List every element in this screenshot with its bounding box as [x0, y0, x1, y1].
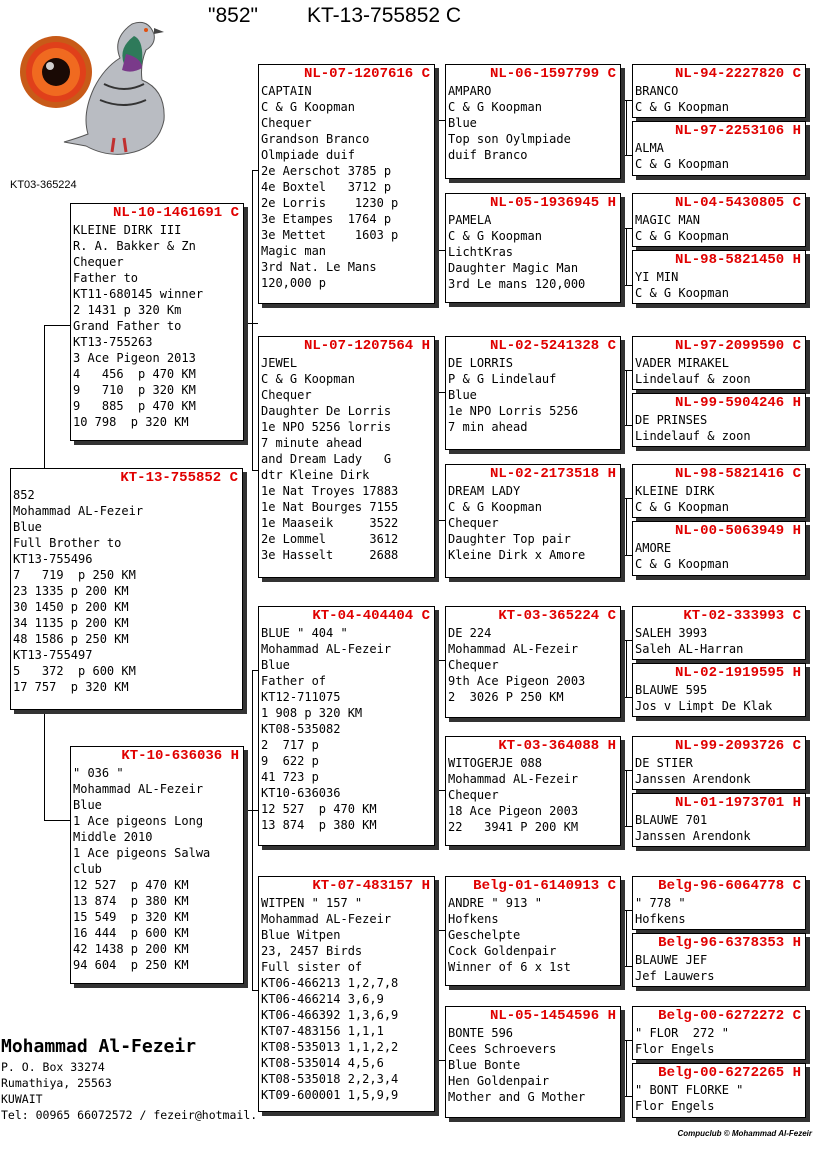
pigeon-logo [14, 14, 174, 164]
pigeon-info-line: DE 224 [448, 626, 492, 640]
pigeon-info-line: AMPARO [448, 84, 492, 98]
pigeon-card-dds[interactable] [445, 876, 621, 986]
pigeon-info-line: 12 527 p 470 KM [73, 878, 189, 892]
pigeon-info-line: 2e Lorris 1230 p [261, 196, 399, 210]
pigeon-info-line: " 036 " [73, 766, 124, 780]
pigeon-info-line: Cees Schroevers [448, 1042, 557, 1056]
pigeon-info-line: 2 3026 P 250 KM [448, 690, 564, 704]
pigeon-info-line: KLEINE DIRK III [73, 223, 182, 237]
pigeon-info-line: CAPTAIN [261, 84, 312, 98]
pigeon-info-line: DE PRINSES [635, 413, 708, 427]
pigeon-info-line: Magic man [261, 244, 327, 258]
pigeon-info-line: Father to [73, 271, 139, 285]
ring-number: KT-10-636036 H [121, 748, 239, 764]
ring-number: NL-98-5821416 C [674, 466, 801, 482]
pigeon-info-line: 1 Ace pigeons Salwa [73, 846, 211, 860]
pigeon-info-line: Chequer [261, 388, 312, 402]
owner-address-line: KUWAIT [1, 1092, 43, 1106]
pigeon-info-line: C & G Koopman [448, 100, 542, 114]
pigeon-info-line: Mohammad AL-Fezeir [73, 782, 204, 796]
ring-number: NL-07-1207616 C [303, 66, 430, 82]
pigeon-card-g11[interactable] [632, 736, 806, 790]
pigeon-info-line: DE LORRIS [448, 356, 514, 370]
pigeon-info-line: Grand Father to [73, 319, 182, 333]
pigeon-card-ddd[interactable] [445, 1006, 621, 1118]
pigeon-info-line: ANDRE " 913 " [448, 896, 542, 910]
pigeon-info-line: Middle 2010 [73, 830, 153, 844]
connector [621, 425, 632, 426]
pigeon-info-line: 10 798 p 320 KM [73, 415, 189, 429]
connector [244, 810, 258, 811]
ring-number: NL-99-2093726 C [674, 738, 801, 754]
connector [626, 370, 627, 425]
pigeon-info-line: Daughter Top pair [448, 532, 571, 546]
connector [252, 170, 253, 470]
pigeon-info-line: Hen Goldenpair [448, 1074, 550, 1088]
pigeon-card-sdd[interactable] [445, 464, 621, 578]
ring-number: NL-06-1597799 C [489, 66, 616, 82]
pigeon-info-line: KT10-636036 [261, 786, 341, 800]
ring-number: Belg-00-6272265 H [658, 1065, 801, 1081]
pigeon-info-line: C & G Koopman [635, 157, 729, 171]
pigeon-info-line: Daughter De Lorris [261, 404, 392, 418]
ring-number: NL-97-2253106 H [674, 123, 801, 139]
pigeon-info-line: VADER MIRAKEL [635, 356, 729, 370]
pigeon-info-line: 1e Nat Bourges 7155 [261, 500, 399, 514]
pigeon-info-line: Hofkens [448, 912, 499, 926]
ring-number: KT-13-755852 C [120, 470, 238, 486]
pigeon-card-g3[interactable] [632, 193, 806, 247]
pigeon-card-g2[interactable] [632, 121, 806, 176]
pigeon-card-g8[interactable] [632, 521, 806, 576]
pigeon-info-line: 9 885 p 470 KM [73, 399, 196, 413]
pigeon-info-line: PAMELA [448, 213, 492, 227]
pigeon-card-dam[interactable] [70, 746, 244, 984]
pigeon-info-line: 18 Ace Pigeon 2003 [448, 804, 579, 818]
ring-number: Belg-96-6378353 H [658, 935, 801, 951]
pigeon-info-line: 7 719 p 250 KM [13, 568, 136, 582]
pigeon-info-line: 94 604 p 250 KM [73, 958, 189, 972]
pigeon-info-line: WITPEN " 157 " [261, 896, 363, 910]
ring-number: KT-03-364088 H [498, 738, 616, 754]
connector [44, 325, 45, 468]
pigeon-info-line: 22 3941 P 200 KM [448, 820, 579, 834]
pigeon-info-line: P & G Lindelauf [448, 372, 557, 386]
pigeon-info-line: 17 757 p 320 KM [13, 680, 129, 694]
pigeon-info-line: 13 874 p 380 KM [261, 818, 377, 832]
software-credit: Compuclub © Mohammad Al-Fezeir [677, 1129, 812, 1138]
pigeon-info-line: Saleh AL-Harran [635, 642, 744, 656]
pigeon-card-g7[interactable] [632, 464, 806, 518]
connector [438, 930, 439, 1060]
pigeon-info-line: KT13-755497 [13, 648, 93, 662]
pigeon-card-dam-sire[interactable] [258, 606, 435, 846]
pigeon-card-sss[interactable] [445, 64, 621, 179]
pigeon-info-line: KT08-535014 4,5,6 [261, 1056, 384, 1070]
pigeon-info-line: Flor Engels [635, 1042, 715, 1056]
owner-address-line: P. O. Box 33274 [1, 1060, 105, 1074]
pigeon-info-line: Chequer [261, 116, 312, 130]
ring-number: NL-98-5821450 H [674, 252, 801, 268]
pigeon-info-line: and Dream Lady G [261, 452, 392, 466]
pigeon-info-line: KT06-466213 1,2,7,8 [261, 976, 399, 990]
pigeon-info-line: KT09-600001 1,5,9,9 [261, 1088, 399, 1102]
ring-number: NL-10-1461691 C [112, 205, 239, 221]
pigeon-eye-icon [20, 36, 92, 108]
pigeon-info-line: SALEH 3993 [635, 626, 708, 640]
pigeon-name-title: "852" [208, 4, 258, 27]
pigeon-info-line: club [73, 862, 102, 876]
pigeon-info-line: Blue [261, 658, 290, 672]
pigeon-info-line: YI MIN [635, 270, 679, 284]
ring-number: KT-04-404404 C [312, 608, 430, 624]
pigeon-info-line: Blue Witpen [261, 928, 341, 942]
pigeon-info-line: AMORE [635, 541, 672, 555]
pigeon-info-line: KLEINE DIRK [635, 484, 715, 498]
pigeon-info-line: KT08-535018 2,2,3,4 [261, 1072, 399, 1086]
pigeon-info-line: ALMA [635, 141, 664, 155]
pigeon-info-line: 13 874 p 380 KM [73, 894, 189, 908]
ring-number: Belg-96-6064778 C [658, 878, 801, 894]
pigeon-info-line: Blue [13, 520, 42, 534]
pigeon-info-line: Daughter Magic Man [448, 261, 579, 275]
pigeon-info-line: 48 1586 p 250 KM [13, 632, 129, 646]
pigeon-info-line: C & G Koopman [635, 229, 729, 243]
pigeon-info-line: Mohammad AL-Fezeir [13, 504, 144, 518]
pigeon-info-line: C & G Koopman [448, 229, 542, 243]
pigeon-info-line: Kleine Dirk x Amore [448, 548, 586, 562]
pigeon-info-line: Lindelauf & zoon [635, 429, 751, 443]
connector [626, 100, 627, 155]
pigeon-card-dsd[interactable] [445, 736, 621, 846]
pigeon-info-line: 7 minute ahead [261, 436, 363, 450]
connector [438, 120, 439, 250]
pigeon-card-ssd[interactable] [445, 193, 621, 303]
pigeon-info-line: KT12-711075 [261, 690, 341, 704]
pigeon-info-line: KT08-535013 1,1,2,2 [261, 1040, 399, 1054]
pigeon-info-line: Top son Oylmpiade [448, 132, 571, 146]
pigeon-info-line: 1e NPO 5256 lorris [261, 420, 392, 434]
ring-number: NL-04-5430805 C [674, 195, 801, 211]
pigeon-card-sire-sire[interactable] [258, 64, 435, 304]
pigeon-card-subject[interactable] [10, 468, 243, 710]
pigeon-info-line: 12 527 p 470 KM [261, 802, 377, 816]
ring-number: NL-99-5904246 H [674, 395, 801, 411]
pigeon-card-sds[interactable] [445, 336, 621, 450]
ring-number: NL-02-1919595 H [674, 665, 801, 681]
pigeon-info-line: Grandson Branco [261, 132, 370, 146]
connector [252, 670, 253, 990]
pigeon-info-line: C & G Koopman [448, 500, 542, 514]
pigeon-info-line: 1e NPO Lorris 5256 [448, 404, 579, 418]
pigeon-info-line: 23 1335 p 200 KM [13, 584, 129, 598]
connector [626, 640, 627, 697]
pigeon-card-g4[interactable] [632, 250, 806, 304]
pigeon-info-line: 3rd Nat. Le Mans [261, 260, 377, 274]
ring-number: NL-94-2227820 C [674, 66, 801, 82]
pigeon-info-line: " BONT FLORKE " [635, 1083, 744, 1097]
pigeon-info-line: " 778 " [635, 896, 686, 910]
pigeon-info-line: KT06-466214 3,6,9 [261, 992, 384, 1006]
pigeon-info-line: 3rd Le mans 120,000 [448, 277, 586, 291]
pigeon-card-g12[interactable] [632, 793, 806, 847]
owner-ring-label: KT03-365224 [10, 179, 77, 191]
pigeon-card-g13[interactable] [632, 876, 806, 930]
connector [44, 325, 70, 326]
pigeon-info-line: JEWEL [261, 356, 298, 370]
pigeon-info-line: 9th Ace Pigeon 2003 [448, 674, 586, 688]
pigeon-info-line: C & G Koopman [635, 557, 729, 571]
pigeon-info-line: MAGIC MAN [635, 213, 701, 227]
pigeon-info-line: BONTE 596 [448, 1026, 514, 1040]
pigeon-info-line: 3e Hasselt 2688 [261, 548, 399, 562]
pigeon-info-line: KT06-466392 1,3,6,9 [261, 1008, 399, 1022]
pigeon-info-line: 2e Lommel 3612 [261, 532, 399, 546]
pigeon-info-line: BLUE " 404 " [261, 626, 348, 640]
pigeon-info-line: Winner of 6 x 1st [448, 960, 571, 974]
pigeon-info-line: 23, 2457 Birds [261, 944, 363, 958]
pigeon-info-line: BRANCO [635, 84, 679, 98]
pigeon-info-line: 7 min ahead [448, 420, 528, 434]
owner-address-line: Rumathiya, 25563 [1, 1076, 112, 1090]
pigeon-info-line: duif Branco [448, 148, 528, 162]
pigeon-info-line: C & G Koopman [635, 500, 729, 514]
connector [44, 820, 70, 821]
pigeon-info-line: C & G Koopman [261, 100, 355, 114]
pigeon-info-line: Blue [448, 388, 477, 402]
pigeon-info-line: 3e Mettet 1603 p [261, 228, 399, 242]
ring-number: Belg-01-6140913 C [473, 878, 616, 894]
pigeon-info-line: Mother and G Mother [448, 1090, 586, 1104]
pigeon-info-line: 41 723 p [261, 770, 319, 784]
pigeon-info-line: 3 Ace Pigeon 2013 [73, 351, 196, 365]
pigeon-info-line: Full sister of [261, 960, 363, 974]
pigeon-info-line: dtr Kleine Dirk [261, 468, 370, 482]
ring-number: Belg-00-6272272 C [658, 1008, 801, 1024]
pigeon-card-g16[interactable] [632, 1063, 806, 1118]
pigeon-info-line: Blue Bonte [448, 1058, 521, 1072]
pigeon-card-g6[interactable] [632, 393, 806, 447]
pigeon-info-line: LichtKras [448, 245, 514, 259]
connector [44, 710, 45, 820]
pigeon-info-line: 4 456 p 470 KM [73, 367, 196, 381]
ring-number: KT-02-333993 C [683, 608, 801, 624]
pigeon-info-line: 852 [13, 488, 35, 502]
owner-contact: Tel: 00965 66072572 / fezeir@hotmail. [1, 1108, 258, 1122]
pigeon-info-line: 15 549 p 320 KM [73, 910, 189, 924]
connector [438, 660, 439, 790]
pigeon-info-line: Mohammad AL-Fezeir [448, 642, 579, 656]
pigeon-info-line: Blue [73, 798, 102, 812]
connector [626, 910, 627, 966]
pigeon-info-line: 5 372 p 600 KM [13, 664, 136, 678]
pigeon-card-sire[interactable] [70, 203, 244, 441]
ring-number: NL-97-2099590 C [674, 338, 801, 354]
connector [626, 770, 627, 826]
pigeon-info-line: KT07-483156 1,1,1 [261, 1024, 384, 1038]
pigeon-info-line: WITOGERJE 088 [448, 756, 542, 770]
connector [621, 966, 632, 967]
pigeon-info-line: " FLOR 272 " [635, 1026, 729, 1040]
pigeon-info-line: 1e Maaseik 3522 [261, 516, 399, 530]
pigeon-card-g14[interactable] [632, 933, 806, 987]
pigeon-info-line: Jef Lauwers [635, 969, 715, 983]
pigeon-info-line: Full Brother to [13, 536, 122, 550]
pigeon-info-line: Mohammad AL-Fezeir [448, 772, 579, 786]
connector [621, 155, 632, 156]
pigeon-info-line: 2e Aerschot 3785 p [261, 164, 392, 178]
pigeon-info-line: Chequer [448, 658, 499, 672]
pigeon-info-line: Blue [448, 116, 477, 130]
pigeon-info-line: Geschelpte [448, 928, 521, 942]
ring-number: NL-02-5241328 C [489, 338, 616, 354]
pigeon-info-line: 30 1450 p 200 KM [13, 600, 129, 614]
pigeon-card-g9[interactable] [632, 606, 806, 660]
pigeon-info-line: 9 622 p [261, 754, 319, 768]
pigeon-info-line: BLAUWE 701 [635, 813, 708, 827]
connector [244, 323, 258, 324]
ring-number: NL-01-1973701 H [674, 795, 801, 811]
pigeon-info-line: 1e Nat Troyes 17883 [261, 484, 399, 498]
ring-number-title: KT-13-755852 C [307, 4, 462, 27]
pigeon-info-line: Lindelauf & zoon [635, 372, 751, 386]
pigeon-info-line: KT11-680145 winner [73, 287, 204, 301]
connector [626, 498, 627, 555]
pigeon-info-line: 1 908 p 320 KM [261, 706, 363, 720]
pigeon-info-line: 2 717 p [261, 738, 319, 752]
pigeon-info-line: 9 710 p 320 KM [73, 383, 196, 397]
pigeon-info-line: 2 1431 p 320 Km [73, 303, 182, 317]
pigeon-card-dam-dam[interactable] [258, 876, 435, 1112]
pigeon-card-g10[interactable] [632, 663, 806, 717]
pigeon-info-line: C & G Koopman [261, 372, 355, 386]
pigeon-info-line: C & G Koopman [635, 100, 729, 114]
pigeon-info-line: KT13-755496 [13, 552, 93, 566]
pigeon-card-g1[interactable] [632, 64, 806, 118]
pigeon-info-line: Olmpiade duif [261, 148, 355, 162]
connector [626, 228, 627, 285]
pigeon-info-line: BLAUWE 595 [635, 683, 708, 697]
pigeon-card-g5[interactable] [632, 336, 806, 390]
ring-number: NL-05-1936945 H [489, 195, 616, 211]
pigeon-info-line: Father of [261, 674, 327, 688]
connector [438, 392, 439, 520]
pigeon-info-line: DE STIER [635, 756, 693, 770]
connector [621, 285, 632, 286]
pigeon-card-g15[interactable] [632, 1006, 806, 1060]
pigeon-info-line: Mohammad AL-Fezeir [261, 912, 392, 926]
pigeon-info-line: Chequer [73, 255, 124, 269]
pigeon-info-line: 4e Boxtel 3712 p [261, 180, 392, 194]
pigeon-info-line: DREAM LADY [448, 484, 521, 498]
pigeon-info-line: 42 1438 p 200 KM [73, 942, 189, 956]
ring-number: NL-00-5063949 H [674, 523, 801, 539]
pigeon-info-line: BLAUWE JEF [635, 953, 708, 967]
connector [621, 555, 632, 556]
pigeon-info-line: Hofkens [635, 912, 686, 926]
pigeon-info-line: Mohammad AL-Fezeir [261, 642, 392, 656]
pigeon-info-line: Cock Goldenpair [448, 944, 557, 958]
connector [626, 1040, 627, 1096]
pigeon-info-line: 3e Etampes 1764 p [261, 212, 392, 226]
pigeon-card-dss[interactable] [445, 606, 621, 718]
ring-number: NL-05-1454596 H [489, 1008, 616, 1024]
ring-number: NL-07-1207564 H [303, 338, 430, 354]
ring-number: KT-03-365224 C [498, 608, 616, 624]
connector [621, 826, 632, 827]
owner-name: Mohammad Al-Fezeir [1, 1036, 197, 1057]
pigeon-info-line: KT13-755263 [73, 335, 153, 349]
pigeon-info-line: C & G Koopman [635, 286, 729, 300]
pigeon-info-line: Janssen Arendonk [635, 772, 751, 786]
pigeon-info-line: KT08-535082 [261, 722, 341, 736]
pigeon-info-line: 120,000 p [261, 276, 327, 290]
pigeon-info-line: Janssen Arendonk [635, 829, 751, 843]
connector [621, 1096, 632, 1097]
pigeon-info-line: 34 1135 p 200 KM [13, 616, 129, 630]
pigeon-info-line: 1 Ace pigeons Long [73, 814, 204, 828]
pigeon-info-line: R. A. Bakker & Zn [73, 239, 196, 253]
ring-number: KT-07-483157 H [312, 878, 430, 894]
pigeon-info-line: Chequer [448, 788, 499, 802]
pigeon-info-line: Flor Engels [635, 1099, 715, 1113]
connector [621, 697, 632, 698]
pigeon-info-line: 16 444 p 600 KM [73, 926, 189, 940]
pigeon-info-line: Chequer [448, 516, 499, 530]
pigeon-info-line: Jos v Limpt De Klak [635, 699, 773, 713]
ring-number: NL-02-2173518 H [489, 466, 616, 482]
pigeon-card-sire-dam[interactable] [258, 336, 435, 578]
